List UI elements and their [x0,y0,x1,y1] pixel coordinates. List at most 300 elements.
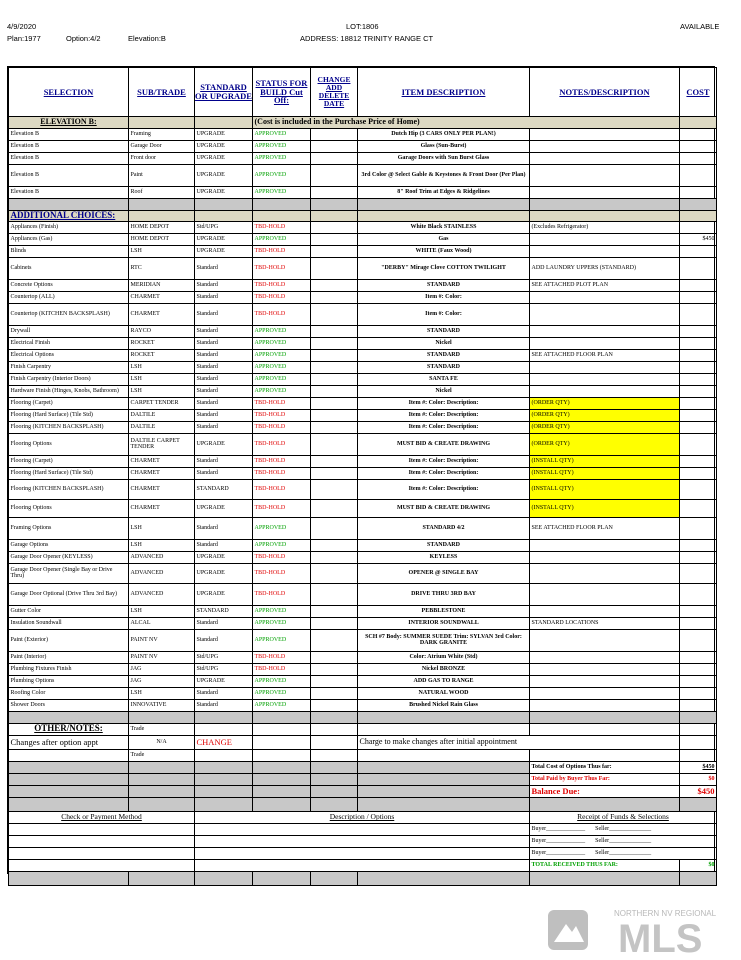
status-cell: TBD-HOLD [253,467,311,479]
selection-cell: Gutter Color [9,605,129,617]
notes-cell: (INSTALL QTY) [530,467,680,479]
header-address: ADDRESS: 18812 TRINITY RANGE CT [300,34,434,43]
status-cell: TBD-HOLD [253,433,311,455]
empty-cell [530,871,680,885]
status-cell: TBD-HOLD [253,303,311,325]
cost-cell [680,337,717,349]
empty-cell [129,797,195,811]
notes-cell [530,663,680,675]
choice-row [9,233,717,245]
change-cell [311,455,358,467]
total-row [9,773,717,785]
standard-cell: UPGRADE [195,499,253,517]
notes-cell [530,153,680,165]
item-cell: ADD GAS TO RANGE [358,675,530,687]
standard-cell: Standard [195,539,253,551]
status-cell: TBD-HOLD [253,551,311,563]
col-notes: NOTES/DESCRIPTION [530,68,680,117]
choice-row [9,291,717,303]
payment-receipt: Receipt of Funds & Selections [530,811,717,823]
item-cell: Gas [358,233,530,245]
cost-cell [680,303,717,325]
standard-cell: Standard [195,409,253,421]
total-row [9,761,717,773]
item-cell: Nickel [358,337,530,349]
status-cell: TBD-HOLD [253,409,311,421]
choice-row [9,687,717,699]
empty-cell [311,797,358,811]
item-cell: 3rd Color @ Select Gable & Keystones & Front Door (Per Plan) [358,165,530,187]
mls-watermark [546,904,736,956]
standard-cell: Standard [195,291,253,303]
change-cell [311,687,358,699]
subtrade-cell: DALTILE [129,409,195,421]
empty-cell [311,735,358,749]
change-cell [311,651,358,663]
subtrade-cell: ROCKET [129,349,195,361]
elevation-row [9,165,717,187]
selection-cell: Flooring (Hard Surface) (Tile Std) [9,409,129,421]
subtrade-cell: CARPET TENDER [129,397,195,409]
standard-cell: UPGRADE [195,233,253,245]
status-cell: APPROVED [253,675,311,687]
empty-cell [195,199,253,211]
item-cell: White Black STAINLESS [358,221,530,233]
notes-cell [530,373,680,385]
col-cost: COST [680,68,717,117]
empty-cell [530,199,680,211]
empty-cell [358,723,530,735]
cost-cell [680,187,717,199]
empty-cell [530,711,680,723]
selection-cell: Shower Doors [9,699,129,711]
status-cell: APPROVED [253,605,311,617]
cost-cell [680,651,717,663]
selection-cell: Insulation Soundwall [9,617,129,629]
notes-cell: SEE ATTACHED FLOOR PLAN [530,517,680,539]
notes-cell: ADD LAUNDRY UPPERS (STANDARD) [530,257,680,279]
empty-cell [680,711,717,723]
options-sheet [7,66,715,874]
notes-cell [530,687,680,699]
trade-cell: Trade [129,723,195,735]
selection-cell: Elevation B [9,187,129,199]
subtrade-cell: ADVANCED [129,563,195,583]
cost-cell [680,563,717,583]
subtrade-cell: PAINT NV [129,629,195,651]
watermark-brand: MLS [618,917,703,956]
selection-cell: Flooring (Carpet) [9,455,129,467]
empty-cell [530,797,680,811]
subtrade-cell: CHARMET [129,467,195,479]
item-cell: STANDARD [358,361,530,373]
notes-cell [530,563,680,583]
empty-cell [358,773,530,785]
selection-cell: Electrical Options [9,349,129,361]
change-cell [311,421,358,433]
cost-cell [680,499,717,517]
choice-row [9,499,717,517]
subtrade-cell: ROCKET [129,337,195,349]
standard-cell: Standard [195,361,253,373]
status-cell: TBD-HOLD [253,257,311,279]
standard-cell: Standard [195,617,253,629]
seller-line: Seller______________ [595,826,652,833]
status-cell: APPROVED [253,187,311,199]
change-cell [311,349,358,361]
status-cell: APPROVED [253,129,311,141]
choice-row [9,563,717,583]
empty-cell [253,199,311,211]
change-cell [311,361,358,373]
item-cell: MUST BID & CREATE DRAWING [358,433,530,455]
subtrade-cell: JAG [129,663,195,675]
empty-cell [253,761,311,773]
empty-cell [9,871,129,885]
subtrade-cell: Roof [129,187,195,199]
item-cell: MUST BID & CREATE DRAWING [358,499,530,517]
subtrade-cell: LSH [129,517,195,539]
payment-header [9,811,717,823]
standard-cell: STANDARD [195,605,253,617]
total-value: $0 [680,773,717,785]
item-cell: Glass (Sun-Burst) [358,141,530,153]
col-standard: STANDARD OR UPGRADE [195,68,253,117]
elevation-row [9,129,717,141]
selection-cell: Flooring (Carpet) [9,397,129,409]
change-cell [311,221,358,233]
item-cell: "DERBY" Mirage Clove COTTON TWILIGHT [358,257,530,279]
status-cell: APPROVED [253,629,311,651]
status-cell: TBD-HOLD [253,221,311,233]
empty-cell [195,823,530,835]
payment-row [9,823,717,835]
header-status: AVAILABLE [680,22,720,31]
subtrade-cell: Front door [129,153,195,165]
change-cell [311,257,358,279]
change-cell [311,467,358,479]
empty-cell [9,749,129,761]
empty-cell [358,785,530,797]
cost-cell [680,361,717,373]
status-cell: TBD-HOLD [253,279,311,291]
choice-row [9,583,717,605]
empty-cell [195,749,253,761]
selection-cell: Roofing Color [9,687,129,699]
empty-cell [358,199,530,211]
notes-cell [530,291,680,303]
notes-cell: SEE ATTACHED PLOT PLAN [530,279,680,291]
standard-cell: Standard [195,467,253,479]
other-notes-row [9,723,717,735]
change-cell [311,563,358,583]
empty-cell [195,871,253,885]
total-label: Total Paid by Buyer Thus Far: [530,773,680,785]
standard-cell: Standard [195,385,253,397]
choice-row [9,479,717,499]
empty-cell [311,711,358,723]
standard-cell: Standard [195,257,253,279]
standard-cell: Standard [195,279,253,291]
received-label: TOTAL RECEIVED THUS FAR: [530,859,680,871]
subtrade-cell: Garage Door [129,141,195,153]
selection-cell: Countertop (ALL) [9,291,129,303]
status-cell: TBD-HOLD [253,455,311,467]
cost-cell [680,551,717,563]
status-cell: APPROVED [253,539,311,551]
item-cell: STANDARD [358,539,530,551]
signature-cell [530,847,717,859]
empty-cell [9,797,129,811]
notes-cell [530,165,680,187]
selection-cell: Finish Carpentry (Interior Doors) [9,373,129,385]
seller-line: Seller______________ [595,850,652,857]
empty-cell [9,859,195,871]
cost-cell [680,455,717,467]
additional-title: ADDITIONAL CHOICES: [9,211,129,222]
selection-cell: Finish Carpentry [9,361,129,373]
notes-cell [530,551,680,563]
empty-cell [129,199,195,211]
selection-cell: Appliances (Finish) [9,221,129,233]
change-cell [311,165,358,187]
change-cell [311,279,358,291]
subtrade-cell: LSH [129,361,195,373]
notes-cell [530,325,680,337]
choice-row [9,257,717,279]
status-cell: APPROVED [253,617,311,629]
empty-cell [129,761,195,773]
change-cell [311,433,358,455]
empty-cell [358,871,530,885]
subtrade-cell: JAG [129,675,195,687]
choice-row [9,325,717,337]
notes-cell [530,605,680,617]
empty-cell [253,749,311,761]
subtrade-cell: CHARMET [129,303,195,325]
seller-line: Seller______________ [595,838,652,845]
status-cell: APPROVED [253,165,311,187]
subtrade-cell: PAINT NV [129,651,195,663]
empty-cell [680,199,717,211]
notes-cell [530,233,680,245]
selection-cell: Flooring (Hard Surface) (Tile Std) [9,467,129,479]
col-status: STATUS FOR BUILD Cut Off: [253,68,311,117]
standard-cell: UPGRADE [195,153,253,165]
empty-cell [195,859,530,871]
selection-cell: Elevation B [9,141,129,153]
empty-cell [195,847,530,859]
cost-cell [680,605,717,617]
status-cell: TBD-HOLD [253,499,311,517]
choice-row [9,397,717,409]
cost-cell [680,617,717,629]
empty-cell [530,723,680,735]
subtrade-cell: LSH [129,687,195,699]
status-cell: TBD-HOLD [253,397,311,409]
item-cell: Nickel BRONZE [358,663,530,675]
status-cell: APPROVED [253,699,311,711]
trade-cell: Trade [129,749,195,761]
choice-row [9,675,717,687]
empty-cell [9,835,195,847]
standard-cell: UPGRADE [195,583,253,605]
payment-row [9,847,717,859]
item-cell: Dutch Hip (3 CARS ONLY PER PLAN!) [358,129,530,141]
subtrade-cell: Paint [129,165,195,187]
selection-cell: Elevation B [9,165,129,187]
empty-cell [9,785,129,797]
notes-cell [530,245,680,257]
subtrade-cell: CHARMET [129,479,195,499]
empty-cell [9,823,195,835]
item-cell: DRIVE THRU 3RD BAY [358,583,530,605]
status-cell: APPROVED [253,517,311,539]
choice-row [9,337,717,349]
selection-cell: Flooring Options [9,499,129,517]
cost-cell [680,325,717,337]
total-row [9,785,717,797]
item-cell: PEBBLESTONE [358,605,530,617]
empty-cell [195,773,253,785]
selection-cell: Concrete Options [9,279,129,291]
payment-desc: Description / Options [195,811,530,823]
item-cell: STANDARD [358,279,530,291]
change-cell [311,233,358,245]
elevation-note: (Cost is included in the Purchase Price of Home) [253,117,680,129]
header-date: 4/9/2020 [7,22,37,31]
empty-cell [358,211,530,222]
standard-cell: UPGRADE [195,675,253,687]
buyer-line: Buyer_____________ [531,826,586,833]
standard-cell: UPGRADE [195,129,253,141]
empty-cell [311,199,358,211]
cost-cell [680,409,717,421]
empty-cell [358,761,530,773]
choice-row [9,651,717,663]
subtrade-cell: RAYCO [129,325,195,337]
empty-cell [311,723,358,735]
change-cell [311,409,358,421]
notes-cell: (ORDER QTY) [530,409,680,421]
empty-cell [311,871,358,885]
selection-cell: Garage Door Opener (Single Bay or Drive Thru) [9,563,129,583]
choice-row [9,385,717,397]
empty-cell [129,871,195,885]
subtrade-cell: LSH [129,385,195,397]
empty-cell [311,773,358,785]
item-cell: SANTA FE [358,373,530,385]
selection-cell: Garage Options [9,539,129,551]
header-lot: LOT:1806 [346,22,379,31]
change-cell [311,629,358,651]
notes-cell: (INSTALL QTY) [530,499,680,517]
cost-cell [680,291,717,303]
spacer-row [9,199,717,211]
choice-row [9,349,717,361]
standard-cell: Standard [195,699,253,711]
change-cell [311,617,358,629]
selection-cell: Cabinets [9,257,129,279]
trade-row [9,749,717,761]
choice-row [9,409,717,421]
item-cell: Garage Doors with Sun Burst Glass [358,153,530,165]
standard-cell: Standard [195,337,253,349]
item-cell: WHITE (Faux Wood) [358,245,530,257]
elevation-title: ELEVATION B: [9,117,129,129]
subtrade-cell: DALTILE [129,421,195,433]
selection-cell: Elevation B [9,153,129,165]
empty-cell [680,735,717,749]
standard-cell: UPGRADE [195,563,253,583]
empty-cell [680,723,717,735]
empty-cell [530,211,680,222]
standard-cell: Standard [195,303,253,325]
standard-cell: Standard [195,397,253,409]
changes-row [9,735,717,749]
cost-cell [680,699,717,711]
subtrade-cell: MERIDIAN [129,279,195,291]
choice-row [9,699,717,711]
status-cell: APPROVED [253,337,311,349]
spacer-row [9,711,717,723]
empty-cell [253,797,311,811]
notes-cell: (ORDER QTY) [530,397,680,409]
empty-cell [9,711,129,723]
change-cell [311,397,358,409]
selection-cell: Paint (Interior) [9,651,129,663]
status-cell: TBD-HOLD [253,421,311,433]
col-selection: SELECTION [9,68,129,117]
notes-cell [530,629,680,651]
subtrade-cell: Framing [129,129,195,141]
empty-cell [9,773,129,785]
item-cell: Item #: Color: Description: [358,421,530,433]
notes-cell [530,385,680,397]
spacer-row [9,797,717,811]
change-cell [311,291,358,303]
selection-cell: Countertop (KITCHEN BACKSPLASH) [9,303,129,325]
standard-cell: Standard [195,421,253,433]
change-cell [311,303,358,325]
choice-row [9,421,717,433]
standard-cell: UPGRADE [195,141,253,153]
empty-cell [311,211,358,222]
notes-cell [530,129,680,141]
cost-cell [680,687,717,699]
notes-cell: (Excludes Refrigerator) [530,221,680,233]
change-cell [311,675,358,687]
watermark-top: NORTHERN NV REGIONAL [614,909,717,918]
status-cell: APPROVED [253,325,311,337]
cost-cell [680,421,717,433]
notes-cell [530,337,680,349]
change-cell [311,583,358,605]
choice-row [9,467,717,479]
choice-row [9,629,717,651]
notes-cell: (ORDER QTY) [530,433,680,455]
item-cell: STANDARD 4/2 [358,517,530,539]
cost-cell [680,373,717,385]
status-cell: TBD-HOLD [253,583,311,605]
standard-cell: Std/UPG [195,663,253,675]
selection-cell: Garage Door Opener (KEYLESS) [9,551,129,563]
notes-cell [530,539,680,551]
buyer-line: Buyer_____________ [531,850,586,857]
notes-cell [530,187,680,199]
standard-cell: Std/UPG [195,221,253,233]
item-cell: STANDARD [358,349,530,361]
